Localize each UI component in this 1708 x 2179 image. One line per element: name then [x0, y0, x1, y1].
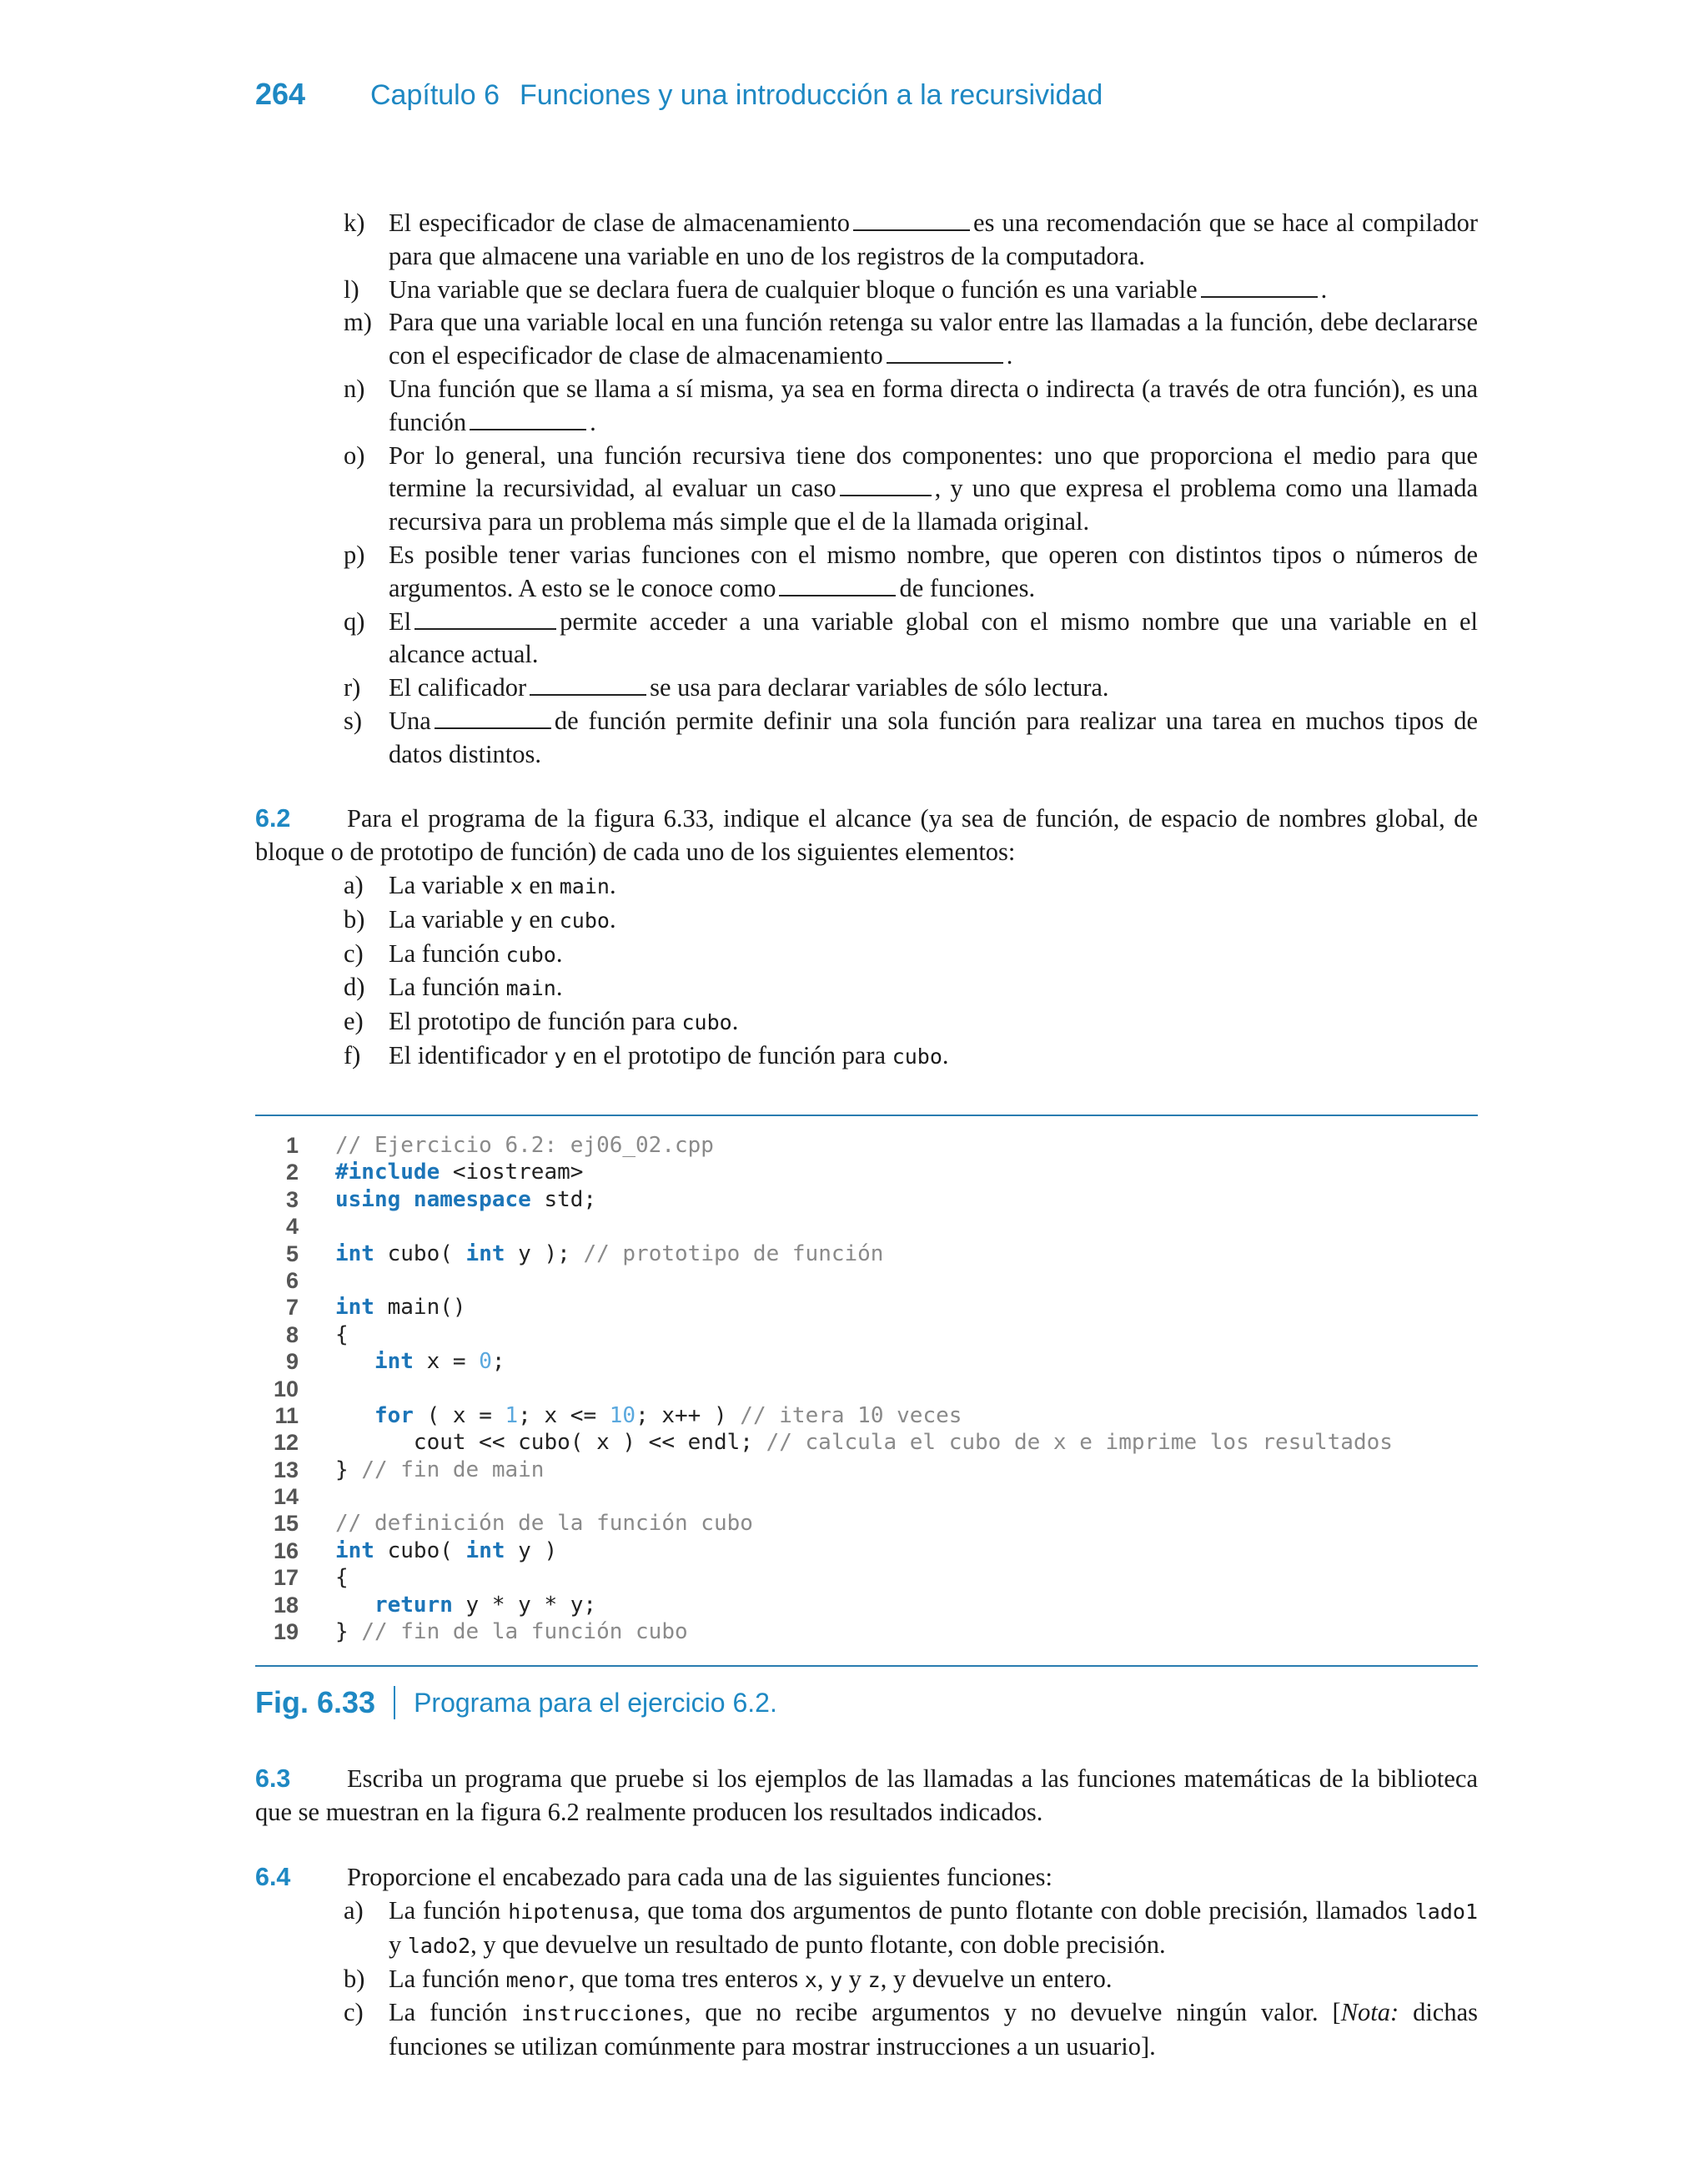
fill-blank: [853, 208, 970, 231]
figure-number: Fig. 6.33: [255, 1685, 376, 1719]
code-line: [255, 1429, 1478, 1456]
fill-blank: [779, 573, 896, 596]
exercise-text: Escriba un programa que pruebe si los ejemplos de las llamadas a las funciones matemáticas de la biblioteca que se muestran en la figura 6.2 realmente producen los resultados indicados.: [255, 1764, 1478, 1826]
list-item: e) El prototipo de función para cubo.: [344, 1007, 739, 1036]
exercise-text: Proporcione el encabezado para cada una de las siguientes funciones:: [347, 1863, 1053, 1891]
code-text: using namespace std;: [335, 1186, 597, 1212]
page-header: [255, 77, 1103, 127]
line-number: 11: [274, 1402, 299, 1428]
chapter-label: Capítulo 6: [370, 79, 500, 111]
fill-blank: [470, 407, 586, 430]
chapter-heading: [370, 79, 1103, 112]
exercise-number: 6.3: [255, 1764, 291, 1793]
exercise-6-2: [255, 803, 1478, 869]
list-item: r) El calificador se usa para declarar variables de sólo lectura.: [344, 673, 1109, 702]
code-line: [255, 1618, 1478, 1645]
code-line: [255, 1457, 1478, 1483]
code-line: [255, 1510, 1478, 1537]
code-text: int x = 0;: [374, 1349, 505, 1375]
figure-bottom-rule: [255, 1665, 1478, 1667]
code-line: [255, 1294, 1478, 1321]
code-line: [255, 1159, 1478, 1185]
code-line: [255, 1213, 1478, 1240]
code-line: [255, 1240, 1478, 1267]
code-line: [255, 1537, 1478, 1564]
code-text: for ( x = 1; x <= 10; x++ ) // itera 10 veces: [374, 1402, 962, 1428]
fill-blank: [414, 606, 556, 630]
line-number: 13: [273, 1457, 299, 1482]
exercise-6-1-items: [344, 207, 1478, 772]
line-number: 1: [285, 1133, 299, 1158]
exercise-number: 6.2: [255, 804, 291, 833]
line-number: 16: [273, 1537, 299, 1563]
list-item: c) La función instrucciones, que no recibe argumentos y no devuelve ningún valor. [Nota: dichas funciones se utilizan comúnmente para mostrar instrucciones a un usuario].: [344, 1998, 1479, 2061]
exercise-number: 6.4: [255, 1863, 291, 1891]
list-item: a) La función hipotenusa, que toma dos argumentos de punto flotante con doble precisión, llamados lado1 y lado2, y que devuelve un resultado de punto flotante, con doble precisión.: [344, 1896, 1478, 1959]
code-line: [255, 1132, 1478, 1159]
code-text: } // fin de la función cubo: [335, 1619, 688, 1645]
list-item: d) La función main.: [344, 973, 563, 1002]
code-text: cout << cubo( x ) << endl; // calcula el cubo de x e imprime los resultados: [335, 1430, 1393, 1456]
code-text: {: [335, 1321, 349, 1347]
line-number: 14: [273, 1484, 299, 1510]
code-line: [255, 1402, 1478, 1429]
figure-caption-text: Programa para el ejercicio 6.2.: [414, 1687, 777, 1718]
chapter-title: Funciones y una introducción a la recursividad: [520, 79, 1103, 111]
fill-blank: [530, 672, 646, 696]
line-number: 5: [285, 1240, 299, 1266]
list-item: o) Por lo general, una función recursiva tiene dos componentes: uno que proporciona el medio para que termine la recursividad, al evaluar un caso , y uno que expresa el problema como una llamada recursiva para un problema más simple que el de la llamada original.: [344, 440, 1478, 536]
line-number: 10: [273, 1376, 299, 1402]
list-item: q) El permite acceder a una variable global con el mismo nombre que una variable en el alcance actual.: [344, 606, 1478, 669]
line-number: 17: [273, 1565, 299, 1591]
code-text: // definición de la función cubo: [335, 1511, 753, 1537]
code-text: {: [335, 1565, 349, 1591]
fill-blank: [887, 340, 1003, 364]
code-text: int main(): [335, 1295, 466, 1321]
code-text: int cubo( int y ); // prototipo de función: [335, 1240, 884, 1266]
line-number: 7: [285, 1295, 299, 1321]
list-item: l) Una variable que se declara fuera de cualquier bloque o función es una variable .: [344, 274, 1328, 304]
line-number: 3: [285, 1186, 299, 1212]
code-text: } // fin de main: [335, 1457, 545, 1482]
list-item: b) La variable y en cubo.: [344, 904, 616, 933]
exercise-6-2-items: [344, 869, 1478, 1074]
figure-caption: [255, 1685, 777, 1720]
code-text: #include <iostream>: [335, 1160, 584, 1185]
code-line: [255, 1564, 1478, 1591]
fill-blank: [435, 706, 551, 729]
code-listing: [255, 1132, 1478, 1645]
code-text: return y * y * y;: [374, 1592, 597, 1618]
code-line: [255, 1321, 1478, 1348]
list-item: b) La función menor, que toma tres enteros x, y y z, y devuelve un entero.: [344, 1964, 1113, 1993]
fill-blank: [1201, 274, 1318, 298]
exercise-text: Para el programa de la figura 6.33, indique el alcance (ya sea de función, de espacio de nombres global, de bloque o de prototipo de función) de cada uno de los siguientes elementos:: [255, 804, 1478, 866]
line-number: 2: [285, 1160, 299, 1185]
line-number: 8: [285, 1321, 299, 1347]
exercise-6-3: [255, 1763, 1478, 1829]
line-number: 6: [285, 1267, 299, 1293]
list-item: f) El identificador y en el prototipo de función para cubo.: [344, 1040, 949, 1069]
exercise-6-4-items: [344, 1895, 1478, 2064]
exercise-6-4: [255, 1861, 1478, 1895]
code-line: [255, 1376, 1478, 1402]
line-number: 18: [273, 1592, 299, 1618]
fill-blank: [840, 473, 932, 496]
list-item: k) El especificador de clase de almacenamiento es una recomendación que se hace al compilador para que almacene una variable en uno de los registros de la computadora.: [344, 209, 1478, 270]
line-number: 19: [273, 1619, 299, 1645]
page-number: 264: [255, 77, 306, 111]
list-item: p) Es posible tener varias funciones con el mismo nombre, que operen con distintos tipos o números de argumentos. A esto se le conoce como de funciones.: [344, 540, 1478, 602]
line-number: 4: [285, 1214, 299, 1240]
list-item: m) Para que una variable local en una función retenga su valor entre las llamadas a la función, debe declararse con el especificador de clase de almacenamiento .: [344, 308, 1478, 370]
list-item: n) Una función que se llama a sí misma, ya sea en forma directa o indirecta (a través de otra función), es una función .: [344, 374, 1478, 436]
line-number: 15: [273, 1511, 299, 1537]
line-number: 9: [285, 1349, 299, 1375]
code-line: [255, 1267, 1478, 1294]
code-line: [255, 1186, 1478, 1213]
code-line: [255, 1483, 1478, 1510]
list-item: c) La función cubo.: [344, 939, 563, 968]
code-text: int cubo( int y ): [335, 1537, 558, 1563]
list-item: s) Una de función permite definir una sola función para realizar una tarea en muchos tipos de datos distintos.: [344, 706, 1478, 768]
figure-top-rule: [255, 1115, 1478, 1116]
list-item: a) La variable x en main.: [344, 871, 616, 899]
line-number: 12: [273, 1430, 299, 1456]
code-text: // Ejercicio 6.2: ej06_02.cpp: [335, 1133, 714, 1158]
code-line: [255, 1348, 1478, 1375]
caption-divider: [394, 1686, 395, 1719]
code-line: [255, 1592, 1478, 1618]
